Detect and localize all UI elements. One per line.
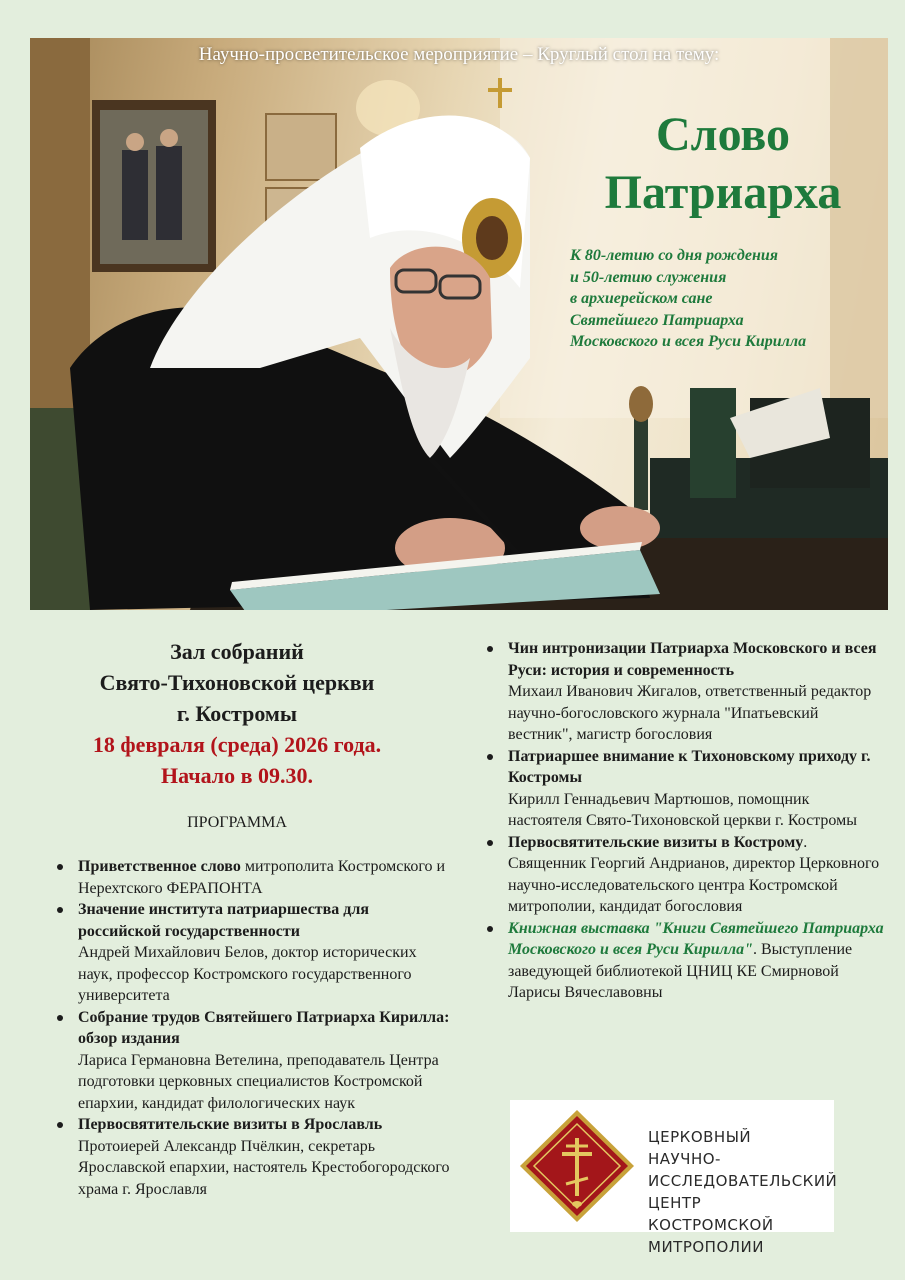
patriarch-photo (30, 38, 888, 610)
program-item-title: Патриаршее внимание к Тихоновскому приходу г. Костромы (508, 747, 871, 786)
program-item (54, 1114, 454, 1200)
logo-text-line: ЦЕРКОВНЫЙ НАУЧНО- (648, 1128, 752, 1168)
logo-text-line: ИССЛЕДОВАТЕЛЬСКИЙ ЦЕНТР (648, 1172, 838, 1212)
subtitle-line: в архиерейском сане (570, 290, 713, 307)
program-item (484, 638, 884, 746)
program-item-speaker: . Выступление заведующей библиотекой ЦНИЦ КЕ Смирновой Ларисы Вячеславовны (508, 941, 853, 1001)
event-date: 18 февраля (среда) 2026 года. (92, 732, 382, 757)
program-list-right (484, 638, 884, 1004)
subtitle-line: Святейшего Патриарха (570, 311, 744, 329)
program-item (484, 832, 884, 918)
program-item-title: Чин интронизации Патриарха Московского и всея Руси: история и современность (508, 640, 877, 679)
event-type-line: Научно-просветительское мероприятие – Круглый стол на тему: (198, 44, 720, 65)
subtitle-line: и 50-летию служения (570, 268, 727, 286)
program-item-title: Собрание трудов Святейшего Патриарха Кирилла: обзор издания (78, 1008, 450, 1047)
diamond-cross-emblem-icon (518, 1108, 636, 1224)
subtitle-line: Московского и всея Руси Кирилла (570, 333, 807, 350)
event-start-time: Начало в 09.30. (160, 763, 314, 788)
program-heading: ПРОГРАММА (187, 814, 287, 831)
program-item (484, 918, 884, 1004)
program-item (54, 856, 454, 899)
program-item-speaker: Кирилл Геннадьевич Мартюшов, помощник настоятеля Свято-Тихоновской церкви г. Костромы (508, 790, 857, 829)
title-line-2: Патриарха (604, 166, 842, 219)
logo-text (648, 1126, 838, 1258)
program-item-title: Первосвятительские визиты в Ярославль (78, 1116, 383, 1133)
program-item-title: Приветственное слово (78, 858, 241, 875)
program-item-speaker: . Священник Георгий Андрианов, директор Церковного научно-исследовательского центра Костромской митрополии, кандидат богословия (508, 833, 880, 915)
program-item-speaker: Протоиерей Александр Пчёлкин, секретарь Ярославской епархии, настоятель Крестобогородского храма г. Ярославля (78, 1137, 450, 1198)
title-line-1: Слово (656, 108, 790, 161)
program-list-left (54, 856, 454, 1200)
program-item-speaker: Андрей Михайлович Белов, доктор исторических наук, профессор Костромского государственного университета (78, 944, 417, 1004)
program-item-title: Значение института патриаршества для российской государственности (78, 901, 370, 940)
event-title (558, 106, 888, 222)
subtitle-line: К 80-летию со дня рождения (570, 247, 778, 264)
logo-text-line: КОСТРОМСКОЙ МИТРОПОЛИИ (648, 1216, 774, 1256)
venue-city: г. Костромы (176, 701, 298, 726)
venue-line-1: Зал собраний (170, 639, 304, 664)
program-item-speaker: митрополита Костромского и Нерехтского ФЕРАПОНТА (78, 858, 446, 897)
event-subtitle (570, 245, 888, 353)
program-item-title: Первосвятительские визиты в Кострому (508, 833, 804, 851)
program-item (54, 1007, 454, 1115)
program-item (484, 746, 884, 832)
venue-line-2: Свято-Тихоновской церкви (99, 670, 375, 695)
venue-block (30, 636, 444, 791)
book-exhibition-title: Книжная выставка "Книги Святейшего Патриарха Московского и всея Руси Кирилла" (508, 919, 884, 958)
program-item-speaker: Лариса Германовна Ветелина, преподаватель Центра подготовки церковных специалистов Костромской епархии, кандидат филологических наук (78, 1051, 439, 1112)
program-item (54, 899, 454, 1007)
program-item-speaker: Михаил Иванович Жигалов, ответственный редактор научно-богословского журнала "Ипатьевский вестник", магистр богословия (508, 683, 872, 743)
research-center-logo (510, 1100, 838, 1256)
